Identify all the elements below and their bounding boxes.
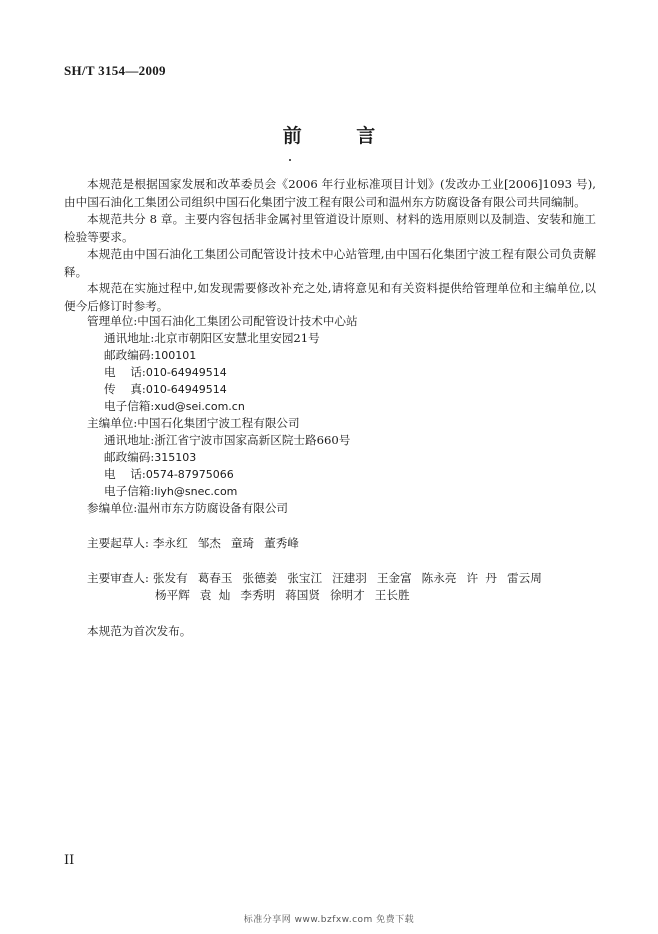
postcode-value: 100101	[154, 349, 197, 362]
standard-number: SH/T 3154—2009	[64, 63, 166, 78]
reviewer-name: 雷云周	[507, 571, 542, 585]
reviewers-row-2	[155, 587, 420, 605]
email-label: 电子信箱:	[104, 484, 155, 498]
email-label: 电子信箱:	[104, 399, 155, 413]
reviewer-name: 王金富	[376, 571, 412, 585]
paragraph-1: 本规范是根据国家发展和改革委员会《2006 年行业标准项目计划》(发改办工业[2006]1093 号),由中国石油化工集团公司组织中国石化集团宁波工程有限公司和温州东方防腐设备有限公司共同编制。	[64, 177, 596, 209]
drafters	[87, 535, 309, 553]
phone-label: 电 话:	[104, 467, 146, 481]
postcode-label: 邮政编码:	[104, 450, 155, 464]
email-value: xud@sei.com.cn	[154, 400, 245, 413]
reviewer-name: 杨平辉	[155, 588, 190, 602]
chief-editor-unit	[87, 415, 300, 433]
address-label: 通讯地址:	[104, 331, 155, 345]
address-value: 北京市朝阳区安慧北里安园21号	[154, 331, 320, 345]
drafter-name: 董秀峰	[264, 536, 299, 550]
management-unit	[87, 313, 358, 331]
chief-editor-name: 中国石化集团宁波工程有限公司	[137, 416, 300, 430]
drafters-label: 主要起草人:	[87, 536, 149, 550]
fax-value: 010-64949514	[145, 383, 227, 396]
management-email	[104, 398, 245, 416]
participant-label: 参编单位:	[87, 501, 138, 515]
chief-editor-email	[104, 483, 237, 501]
phone-value: 0574-87975066	[145, 468, 234, 481]
participant-unit	[87, 500, 288, 518]
release-note: 本规范为首次发布。	[87, 624, 192, 638]
reviewers-row-1	[87, 570, 552, 588]
postcode-value: 315103	[154, 451, 197, 464]
management-label: 管理单位:	[87, 314, 138, 328]
footer-watermark: 标准分享网 www.bzfxw.com 免费下载	[243, 915, 415, 925]
management-name: 中国石油化工集团公司配管设计技术中心站	[137, 314, 358, 328]
drafter-name: 童琦	[230, 536, 255, 550]
reviewer-name: 蒋国贤	[285, 588, 320, 602]
drafter-name: 邹杰	[197, 536, 221, 550]
reviewer-name: 张德姜	[242, 571, 278, 585]
paragraph-4: 本规范在实施过程中,如发现需要修改补充之处,请将意见和有关资料提供给管理单位和主编单位,以便今后修订时参考。	[64, 281, 596, 313]
participant-name: 温州市东方防腐设备有限公司	[137, 501, 289, 515]
reviewer-name: 陈永亮	[421, 571, 457, 585]
reviewer-name: 葛春玉	[197, 571, 233, 585]
reviewer-name: 张宝江	[287, 571, 323, 585]
page-number: II	[64, 853, 75, 868]
reviewer-name: 李秀明	[240, 588, 276, 602]
chief-editor-postcode	[104, 449, 196, 467]
paragraph-3: 本规范由中国石油化工集团公司配管设计技术中心站管理,由中国石化集团宁波工程有限公司负责解释。	[64, 247, 596, 279]
reviewer-name: 张发有	[152, 571, 188, 585]
divider-dot	[289, 159, 291, 161]
address-label: 通讯地址:	[104, 433, 155, 447]
paragraph-2: 本规范共分 8 章。主要内容包括非金属衬里管道设计原则、材料的选用原则以及制造、安装和施工检验等要求。	[64, 212, 596, 244]
reviewer-name: 许 丹	[466, 571, 498, 585]
postcode-label: 邮政编码:	[104, 348, 155, 362]
drafter-name: 李永红	[152, 536, 188, 550]
email-value: liyh@snec.com	[154, 485, 238, 498]
reviewers-label: 主要审查人:	[87, 571, 149, 585]
management-phone	[104, 364, 227, 382]
reviewer-name: 袁 灿	[199, 588, 231, 602]
management-postcode	[104, 347, 196, 365]
page-title: 前 言	[282, 125, 400, 147]
address-value: 浙江省宁波市国家高新区院士路660号	[154, 433, 351, 447]
fax-label: 传 真:	[104, 382, 146, 396]
chief-editor-label: 主编单位:	[87, 416, 138, 430]
chief-editor-phone	[104, 466, 234, 484]
reviewer-name: 汪建羽	[332, 571, 367, 585]
phone-value: 010-64949514	[145, 366, 227, 379]
reviewer-name: 王长胜	[374, 588, 410, 602]
reviewer-name: 徐明才	[329, 588, 365, 602]
management-fax	[104, 381, 227, 399]
phone-label: 电 话:	[104, 365, 146, 379]
management-address	[104, 330, 320, 348]
chief-editor-address	[104, 432, 350, 450]
